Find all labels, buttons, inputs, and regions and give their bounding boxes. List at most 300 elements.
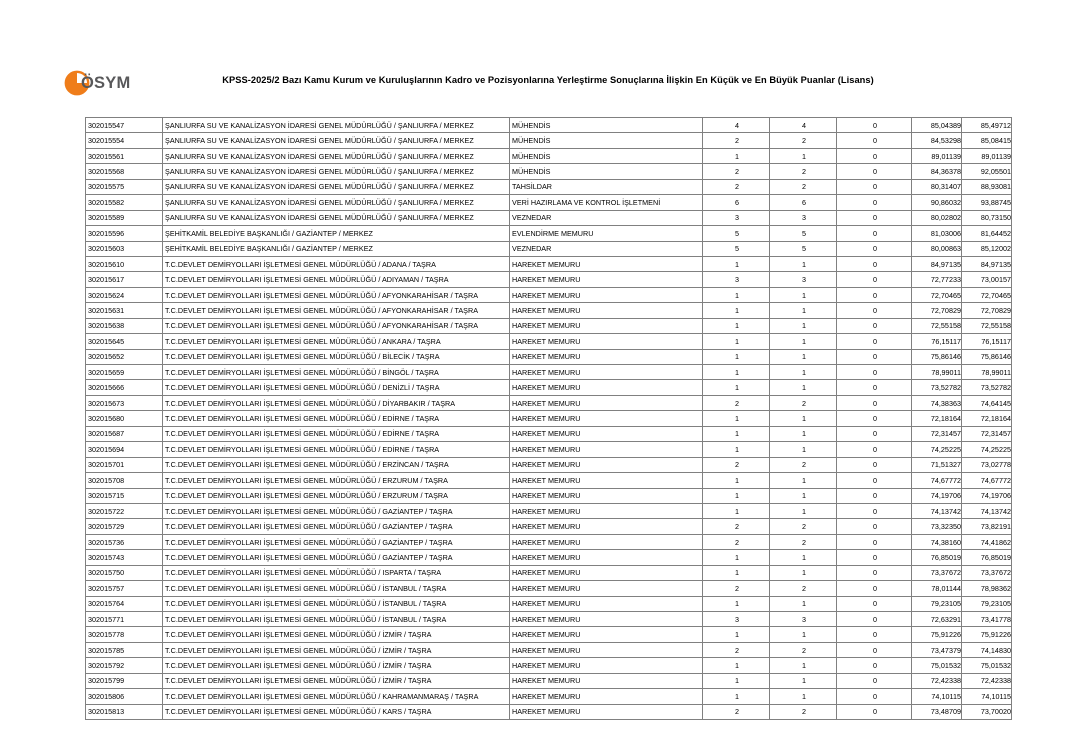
cell-institution: T.C.DEVLET DEMİRYOLLARI İŞLETMESİ GENEL MÜDÜRLÜĞÜ / BİNGÖL / TAŞRA xyxy=(163,365,510,380)
cell-quota: 1 xyxy=(703,550,770,565)
table-row xyxy=(86,503,1012,518)
cell-empty: 0 xyxy=(837,118,912,133)
cell-title: HAREKET MEMURU xyxy=(510,395,703,410)
cell-code: 302015813 xyxy=(86,704,163,719)
table-row xyxy=(86,210,1012,225)
cell-placed: 1 xyxy=(770,148,837,163)
cell-min-score: 74,67772 xyxy=(912,473,962,488)
cell-placed: 1 xyxy=(770,365,837,380)
cell-empty: 0 xyxy=(837,380,912,395)
cell-title: HAREKET MEMURU xyxy=(510,457,703,472)
cell-max-score: 73,52782 xyxy=(962,380,1012,395)
cell-institution: T.C.DEVLET DEMİRYOLLARI İŞLETMESİ GENEL MÜDÜRLÜĞÜ / İSTANBUL / TAŞRA xyxy=(163,596,510,611)
cell-code: 302015596 xyxy=(86,226,163,241)
cell-min-score: 75,86146 xyxy=(912,349,962,364)
cell-quota: 2 xyxy=(703,133,770,148)
cell-max-score: 89,01139 xyxy=(962,148,1012,163)
cell-institution: ŞANLIURFA SU VE KANALİZASYON İDARESİ GENEL MÜDÜRLÜĞÜ / ŞANLIURFA / MERKEZ xyxy=(163,164,510,179)
table-row xyxy=(86,519,1012,534)
cell-quota: 2 xyxy=(703,519,770,534)
cell-title: HAREKET MEMURU xyxy=(510,349,703,364)
cell-empty: 0 xyxy=(837,303,912,318)
cell-title: HAREKET MEMURU xyxy=(510,596,703,611)
cell-code: 302015652 xyxy=(86,349,163,364)
cell-title: HAREKET MEMURU xyxy=(510,627,703,642)
cell-placed: 2 xyxy=(770,133,837,148)
cell-code: 302015708 xyxy=(86,473,163,488)
cell-quota: 1 xyxy=(703,303,770,318)
cell-min-score: 75,91226 xyxy=(912,627,962,642)
cell-empty: 0 xyxy=(837,442,912,457)
cell-min-score: 72,31457 xyxy=(912,426,962,441)
cell-title: HAREKET MEMURU xyxy=(510,365,703,380)
cell-min-score: 72,77233 xyxy=(912,272,962,287)
cell-placed: 1 xyxy=(770,442,837,457)
table-row xyxy=(86,195,1012,210)
cell-quota: 1 xyxy=(703,627,770,642)
cell-placed: 1 xyxy=(770,411,837,426)
cell-institution: T.C.DEVLET DEMİRYOLLARI İŞLETMESİ GENEL MÜDÜRLÜĞÜ / BİLECİK / TAŞRA xyxy=(163,349,510,364)
cell-institution: ŞEHİTKAMİL BELEDİYE BAŞKANLIĞI / GAZİANTEP / MERKEZ xyxy=(163,226,510,241)
cell-quota: 2 xyxy=(703,534,770,549)
cell-empty: 0 xyxy=(837,164,912,179)
cell-empty: 0 xyxy=(837,612,912,627)
cell-code: 302015694 xyxy=(86,442,163,457)
cell-empty: 0 xyxy=(837,550,912,565)
cell-max-score: 72,31457 xyxy=(962,426,1012,441)
cell-empty: 0 xyxy=(837,133,912,148)
cell-code: 302015645 xyxy=(86,334,163,349)
cell-min-score: 73,37672 xyxy=(912,565,962,580)
cell-max-score: 75,01532 xyxy=(962,658,1012,673)
cell-max-score: 72,55158 xyxy=(962,318,1012,333)
cell-quota: 1 xyxy=(703,473,770,488)
cell-institution: T.C.DEVLET DEMİRYOLLARI İŞLETMESİ GENEL MÜDÜRLÜĞÜ / ANKARA / TAŞRA xyxy=(163,334,510,349)
cell-empty: 0 xyxy=(837,642,912,657)
cell-max-score: 76,15117 xyxy=(962,334,1012,349)
cell-institution: T.C.DEVLET DEMİRYOLLARI İŞLETMESİ GENEL MÜDÜRLÜĞÜ / ERZURUM / TAŞRA xyxy=(163,488,510,503)
cell-institution: ŞANLIURFA SU VE KANALİZASYON İDARESİ GENEL MÜDÜRLÜĞÜ / ŞANLIURFA / MERKEZ xyxy=(163,179,510,194)
cell-quota: 1 xyxy=(703,596,770,611)
cell-max-score: 88,93081 xyxy=(962,179,1012,194)
cell-placed: 3 xyxy=(770,210,837,225)
cell-title: HAREKET MEMURU xyxy=(510,318,703,333)
cell-title: EVLENDİRME MEMURU xyxy=(510,226,703,241)
cell-quota: 2 xyxy=(703,642,770,657)
cell-max-score: 79,23105 xyxy=(962,596,1012,611)
cell-min-score: 75,01532 xyxy=(912,658,962,673)
cell-max-score: 74,64145 xyxy=(962,395,1012,410)
table-row xyxy=(86,148,1012,163)
cell-code: 302015785 xyxy=(86,642,163,657)
cell-code: 302015638 xyxy=(86,318,163,333)
cell-empty: 0 xyxy=(837,256,912,271)
cell-institution: T.C.DEVLET DEMİRYOLLARI İŞLETMESİ GENEL MÜDÜRLÜĞÜ / İZMİR / TAŞRA xyxy=(163,673,510,688)
cell-code: 302015757 xyxy=(86,581,163,596)
cell-title: VEZNEDAR xyxy=(510,210,703,225)
table-row xyxy=(86,673,1012,688)
cell-min-score: 78,01144 xyxy=(912,581,962,596)
cell-institution: T.C.DEVLET DEMİRYOLLARI İŞLETMESİ GENEL MÜDÜRLÜĞÜ / İZMİR / TAŞRA xyxy=(163,642,510,657)
cell-code: 302015582 xyxy=(86,195,163,210)
cell-empty: 0 xyxy=(837,596,912,611)
cell-code: 302015624 xyxy=(86,287,163,302)
cell-empty: 0 xyxy=(837,334,912,349)
cell-institution: ŞEHİTKAMİL BELEDİYE BAŞKANLIĞI / GAZİANTEP / MERKEZ xyxy=(163,241,510,256)
cell-code: 302015729 xyxy=(86,519,163,534)
cell-code: 302015666 xyxy=(86,380,163,395)
cell-placed: 2 xyxy=(770,534,837,549)
cell-quota: 5 xyxy=(703,241,770,256)
cell-empty: 0 xyxy=(837,503,912,518)
cell-code: 302015589 xyxy=(86,210,163,225)
cell-institution: T.C.DEVLET DEMİRYOLLARI İŞLETMESİ GENEL MÜDÜRLÜĞÜ / AFYONKARAHİSAR / TAŞRA xyxy=(163,318,510,333)
cell-empty: 0 xyxy=(837,287,912,302)
cell-min-score: 73,48709 xyxy=(912,704,962,719)
cell-quota: 3 xyxy=(703,612,770,627)
cell-placed: 3 xyxy=(770,612,837,627)
cell-max-score: 81,64452 xyxy=(962,226,1012,241)
cell-empty: 0 xyxy=(837,534,912,549)
cell-quota: 1 xyxy=(703,380,770,395)
cell-quota: 3 xyxy=(703,210,770,225)
cell-placed: 5 xyxy=(770,241,837,256)
table-row xyxy=(86,411,1012,426)
cell-max-score: 75,91226 xyxy=(962,627,1012,642)
cell-placed: 1 xyxy=(770,303,837,318)
cell-title: HAREKET MEMURU xyxy=(510,256,703,271)
table-row xyxy=(86,689,1012,704)
cell-empty: 0 xyxy=(837,179,912,194)
cell-code: 302015701 xyxy=(86,457,163,472)
cell-min-score: 73,52782 xyxy=(912,380,962,395)
cell-code: 302015771 xyxy=(86,612,163,627)
cell-code: 302015764 xyxy=(86,596,163,611)
cell-empty: 0 xyxy=(837,395,912,410)
cell-max-score: 73,70020 xyxy=(962,704,1012,719)
cell-institution: T.C.DEVLET DEMİRYOLLARI İŞLETMESİ GENEL MÜDÜRLÜĞÜ / KARS / TAŞRA xyxy=(163,704,510,719)
cell-title: MÜHENDİS xyxy=(510,133,703,148)
cell-empty: 0 xyxy=(837,704,912,719)
cell-code: 302015806 xyxy=(86,689,163,704)
cell-empty: 0 xyxy=(837,658,912,673)
cell-min-score: 79,23105 xyxy=(912,596,962,611)
cell-placed: 2 xyxy=(770,581,837,596)
results-table xyxy=(85,117,1012,720)
table-row xyxy=(86,303,1012,318)
cell-code: 302015792 xyxy=(86,658,163,673)
cell-institution: T.C.DEVLET DEMİRYOLLARI İŞLETMESİ GENEL MÜDÜRLÜĞÜ / ADANA / TAŞRA xyxy=(163,256,510,271)
cell-min-score: 74,13742 xyxy=(912,503,962,518)
cell-quota: 1 xyxy=(703,287,770,302)
cell-quota: 6 xyxy=(703,195,770,210)
cell-max-score: 73,41778 xyxy=(962,612,1012,627)
cell-title: HAREKET MEMURU xyxy=(510,534,703,549)
cell-empty: 0 xyxy=(837,457,912,472)
cell-empty: 0 xyxy=(837,519,912,534)
cell-institution: T.C.DEVLET DEMİRYOLLARI İŞLETMESİ GENEL MÜDÜRLÜĞÜ / İSTANBUL / TAŞRA xyxy=(163,581,510,596)
cell-code: 302015554 xyxy=(86,133,163,148)
table-row xyxy=(86,318,1012,333)
cell-quota: 1 xyxy=(703,256,770,271)
cell-institution: T.C.DEVLET DEMİRYOLLARI İŞLETMESİ GENEL MÜDÜRLÜĞÜ / İZMİR / TAŞRA xyxy=(163,627,510,642)
cell-max-score: 93,88745 xyxy=(962,195,1012,210)
cell-empty: 0 xyxy=(837,473,912,488)
cell-placed: 1 xyxy=(770,503,837,518)
cell-title: HAREKET MEMURU xyxy=(510,642,703,657)
cell-institution: T.C.DEVLET DEMİRYOLLARI İŞLETMESİ GENEL MÜDÜRLÜĞÜ / GAZİANTEP / TAŞRA xyxy=(163,550,510,565)
cell-placed: 1 xyxy=(770,380,837,395)
cell-empty: 0 xyxy=(837,365,912,380)
cell-max-score: 74,10115 xyxy=(962,689,1012,704)
cell-max-score: 74,67772 xyxy=(962,473,1012,488)
cell-institution: T.C.DEVLET DEMİRYOLLARI İŞLETMESİ GENEL MÜDÜRLÜĞÜ / DENİZLİ / TAŞRA xyxy=(163,380,510,395)
cell-code: 302015673 xyxy=(86,395,163,410)
cell-min-score: 84,36378 xyxy=(912,164,962,179)
cell-min-score: 72,42338 xyxy=(912,673,962,688)
table-row xyxy=(86,395,1012,410)
cell-title: HAREKET MEMURU xyxy=(510,673,703,688)
cell-max-score: 72,70829 xyxy=(962,303,1012,318)
table-row xyxy=(86,334,1012,349)
cell-institution: T.C.DEVLET DEMİRYOLLARI İŞLETMESİ GENEL MÜDÜRLÜĞÜ / ERZİNCAN / TAŞRA xyxy=(163,457,510,472)
cell-min-score: 74,19706 xyxy=(912,488,962,503)
cell-quota: 1 xyxy=(703,411,770,426)
cell-quota: 2 xyxy=(703,395,770,410)
cell-institution: T.C.DEVLET DEMİRYOLLARI İŞLETMESİ GENEL MÜDÜRLÜĞÜ / GAZİANTEP / TAŞRA xyxy=(163,519,510,534)
cell-placed: 1 xyxy=(770,287,837,302)
cell-placed: 5 xyxy=(770,226,837,241)
cell-min-score: 84,53298 xyxy=(912,133,962,148)
cell-placed: 1 xyxy=(770,673,837,688)
cell-empty: 0 xyxy=(837,411,912,426)
cell-max-score: 85,49712 xyxy=(962,118,1012,133)
document-header xyxy=(0,0,1068,110)
table-row xyxy=(86,596,1012,611)
cell-institution: T.C.DEVLET DEMİRYOLLARI İŞLETMESİ GENEL MÜDÜRLÜĞÜ / AFYONKARAHİSAR / TAŞRA xyxy=(163,287,510,302)
cell-min-score: 84,97135 xyxy=(912,256,962,271)
table-row xyxy=(86,179,1012,194)
cell-institution: T.C.DEVLET DEMİRYOLLARI İŞLETMESİ GENEL MÜDÜRLÜĞÜ / EDİRNE / TAŞRA xyxy=(163,426,510,441)
cell-quota: 2 xyxy=(703,457,770,472)
cell-empty: 0 xyxy=(837,210,912,225)
cell-max-score: 76,85019 xyxy=(962,550,1012,565)
cell-min-score: 76,85019 xyxy=(912,550,962,565)
cell-quota: 1 xyxy=(703,658,770,673)
cell-quota: 1 xyxy=(703,426,770,441)
cell-placed: 2 xyxy=(770,457,837,472)
cell-placed: 4 xyxy=(770,118,837,133)
cell-title: HAREKET MEMURU xyxy=(510,411,703,426)
cell-title: HAREKET MEMURU xyxy=(510,303,703,318)
cell-institution: T.C.DEVLET DEMİRYOLLARI İŞLETMESİ GENEL MÜDÜRLÜĞÜ / GAZİANTEP / TAŞRA xyxy=(163,503,510,518)
table-row xyxy=(86,287,1012,302)
cell-institution: ŞANLIURFA SU VE KANALİZASYON İDARESİ GENEL MÜDÜRLÜĞÜ / ŞANLIURFA / MERKEZ xyxy=(163,210,510,225)
cell-quota: 1 xyxy=(703,488,770,503)
cell-quota: 2 xyxy=(703,704,770,719)
table-row xyxy=(86,241,1012,256)
cell-max-score: 75,86146 xyxy=(962,349,1012,364)
cell-min-score: 72,63291 xyxy=(912,612,962,627)
cell-code: 302015680 xyxy=(86,411,163,426)
table-row xyxy=(86,704,1012,719)
cell-empty: 0 xyxy=(837,318,912,333)
cell-quota: 1 xyxy=(703,148,770,163)
cell-min-score: 71,51327 xyxy=(912,457,962,472)
cell-code: 302015547 xyxy=(86,118,163,133)
cell-placed: 1 xyxy=(770,550,837,565)
cell-min-score: 74,38363 xyxy=(912,395,962,410)
cell-title: HAREKET MEMURU xyxy=(510,519,703,534)
cell-institution: ŞANLIURFA SU VE KANALİZASYON İDARESİ GENEL MÜDÜRLÜĞÜ / ŞANLIURFA / MERKEZ xyxy=(163,133,510,148)
cell-title: MÜHENDİS xyxy=(510,148,703,163)
table-row xyxy=(86,565,1012,580)
cell-institution: T.C.DEVLET DEMİRYOLLARI İŞLETMESİ GENEL MÜDÜRLÜĞÜ / EDİRNE / TAŞRA xyxy=(163,442,510,457)
table-row xyxy=(86,488,1012,503)
cell-max-score: 73,37672 xyxy=(962,565,1012,580)
cell-quota: 1 xyxy=(703,503,770,518)
cell-code: 302015750 xyxy=(86,565,163,580)
cell-max-score: 72,18164 xyxy=(962,411,1012,426)
table-row xyxy=(86,642,1012,657)
cell-placed: 1 xyxy=(770,627,837,642)
page-title: KPSS-2025/2 Bazı Kamu Kurum ve Kuruluşlarının Kadro ve Pozisyonlarına Yerleştirme Sonuçlarına İlişkin En Küçük ve En Büyük Puanlar (Lisans) xyxy=(222,75,874,85)
cell-code: 302015631 xyxy=(86,303,163,318)
cell-placed: 3 xyxy=(770,272,837,287)
cell-placed: 1 xyxy=(770,334,837,349)
cell-title: HAREKET MEMURU xyxy=(510,473,703,488)
cell-placed: 1 xyxy=(770,318,837,333)
cell-title: HAREKET MEMURU xyxy=(510,488,703,503)
cell-min-score: 85,04389 xyxy=(912,118,962,133)
table-row xyxy=(86,581,1012,596)
cell-quota: 1 xyxy=(703,318,770,333)
cell-placed: 2 xyxy=(770,164,837,179)
cell-quota: 2 xyxy=(703,581,770,596)
cell-placed: 2 xyxy=(770,395,837,410)
cell-code: 302015659 xyxy=(86,365,163,380)
table-row xyxy=(86,118,1012,133)
cell-title: HAREKET MEMURU xyxy=(510,565,703,580)
cell-empty: 0 xyxy=(837,349,912,364)
cell-code: 302015715 xyxy=(86,488,163,503)
cell-quota: 2 xyxy=(703,164,770,179)
cell-max-score: 74,41862 xyxy=(962,534,1012,549)
cell-quota: 1 xyxy=(703,673,770,688)
table-row xyxy=(86,349,1012,364)
cell-institution: T.C.DEVLET DEMİRYOLLARI İŞLETMESİ GENEL MÜDÜRLÜĞÜ / İSTANBUL / TAŞRA xyxy=(163,612,510,627)
cell-quota: 2 xyxy=(703,179,770,194)
cell-code: 302015722 xyxy=(86,503,163,518)
results-table-wrapper xyxy=(85,117,1011,720)
table-row xyxy=(86,627,1012,642)
table-row xyxy=(86,457,1012,472)
cell-title: VERİ HAZIRLAMA VE KONTROL İŞLETMENİ xyxy=(510,195,703,210)
cell-title: HAREKET MEMURU xyxy=(510,380,703,395)
table-row xyxy=(86,426,1012,441)
cell-quota: 3 xyxy=(703,272,770,287)
cell-min-score: 72,70829 xyxy=(912,303,962,318)
cell-min-score: 74,25225 xyxy=(912,442,962,457)
cell-min-score: 80,31407 xyxy=(912,179,962,194)
cell-institution: T.C.DEVLET DEMİRYOLLARI İŞLETMESİ GENEL MÜDÜRLÜĞÜ / İZMİR / TAŞRA xyxy=(163,658,510,673)
cell-empty: 0 xyxy=(837,226,912,241)
table-row xyxy=(86,612,1012,627)
cell-institution: ŞANLIURFA SU VE KANALİZASYON İDARESİ GENEL MÜDÜRLÜĞÜ / ŞANLIURFA / MERKEZ xyxy=(163,118,510,133)
cell-min-score: 80,00863 xyxy=(912,241,962,256)
cell-empty: 0 xyxy=(837,488,912,503)
cell-placed: 6 xyxy=(770,195,837,210)
cell-quota: 1 xyxy=(703,349,770,364)
cell-code: 302015799 xyxy=(86,673,163,688)
table-row xyxy=(86,164,1012,179)
cell-institution: T.C.DEVLET DEMİRYOLLARI İŞLETMESİ GENEL MÜDÜRLÜĞÜ / ERZURUM / TAŞRA xyxy=(163,473,510,488)
cell-placed: 1 xyxy=(770,256,837,271)
cell-max-score: 78,99011 xyxy=(962,365,1012,380)
cell-title: TAHSİLDAR xyxy=(510,179,703,194)
cell-institution: T.C.DEVLET DEMİRYOLLARI İŞLETMESİ GENEL MÜDÜRLÜĞÜ / EDİRNE / TAŞRA xyxy=(163,411,510,426)
cell-min-score: 72,55158 xyxy=(912,318,962,333)
cell-min-score: 89,01139 xyxy=(912,148,962,163)
cell-quota: 1 xyxy=(703,365,770,380)
table-row xyxy=(86,658,1012,673)
cell-title: HAREKET MEMURU xyxy=(510,272,703,287)
cell-max-score: 73,00157 xyxy=(962,272,1012,287)
cell-title: HAREKET MEMURU xyxy=(510,689,703,704)
cell-min-score: 72,18164 xyxy=(912,411,962,426)
cell-quota: 1 xyxy=(703,565,770,580)
cell-quota: 5 xyxy=(703,226,770,241)
cell-empty: 0 xyxy=(837,673,912,688)
cell-empty: 0 xyxy=(837,148,912,163)
cell-placed: 1 xyxy=(770,426,837,441)
cell-title: HAREKET MEMURU xyxy=(510,612,703,627)
cell-institution: ŞANLIURFA SU VE KANALİZASYON İDARESİ GENEL MÜDÜRLÜĞÜ / ŞANLIURFA / MERKEZ xyxy=(163,195,510,210)
cell-placed: 2 xyxy=(770,642,837,657)
osym-logo-text: ÖSYM xyxy=(81,73,131,92)
cell-max-score: 84,97135 xyxy=(962,256,1012,271)
cell-title: HAREKET MEMURU xyxy=(510,581,703,596)
table-row xyxy=(86,133,1012,148)
table-row xyxy=(86,226,1012,241)
cell-max-score: 80,73150 xyxy=(962,210,1012,225)
cell-institution: ŞANLIURFA SU VE KANALİZASYON İDARESİ GENEL MÜDÜRLÜĞÜ / ŞANLIURFA / MERKEZ xyxy=(163,148,510,163)
cell-max-score: 85,12002 xyxy=(962,241,1012,256)
cell-code: 302015617 xyxy=(86,272,163,287)
cell-placed: 1 xyxy=(770,689,837,704)
cell-min-score: 74,10115 xyxy=(912,689,962,704)
cell-title: VEZNEDAR xyxy=(510,241,703,256)
table-row xyxy=(86,380,1012,395)
cell-empty: 0 xyxy=(837,581,912,596)
cell-institution: T.C.DEVLET DEMİRYOLLARI İŞLETMESİ GENEL MÜDÜRLÜĞÜ / ADIYAMAN / TAŞRA xyxy=(163,272,510,287)
cell-max-score: 72,42338 xyxy=(962,673,1012,688)
cell-title: MÜHENDİS xyxy=(510,118,703,133)
cell-code: 302015610 xyxy=(86,256,163,271)
cell-quota: 4 xyxy=(703,118,770,133)
cell-min-score: 73,32350 xyxy=(912,519,962,534)
table-row xyxy=(86,473,1012,488)
cell-code: 302015778 xyxy=(86,627,163,642)
cell-code: 302015568 xyxy=(86,164,163,179)
cell-placed: 2 xyxy=(770,704,837,719)
cell-institution: T.C.DEVLET DEMİRYOLLARI İŞLETMESİ GENEL MÜDÜRLÜĞÜ / KAHRAMANMARAŞ / TAŞRA xyxy=(163,689,510,704)
cell-empty: 0 xyxy=(837,689,912,704)
cell-title: HAREKET MEMURU xyxy=(510,334,703,349)
cell-min-score: 90,86032 xyxy=(912,195,962,210)
cell-title: HAREKET MEMURU xyxy=(510,658,703,673)
cell-quota: 1 xyxy=(703,334,770,349)
